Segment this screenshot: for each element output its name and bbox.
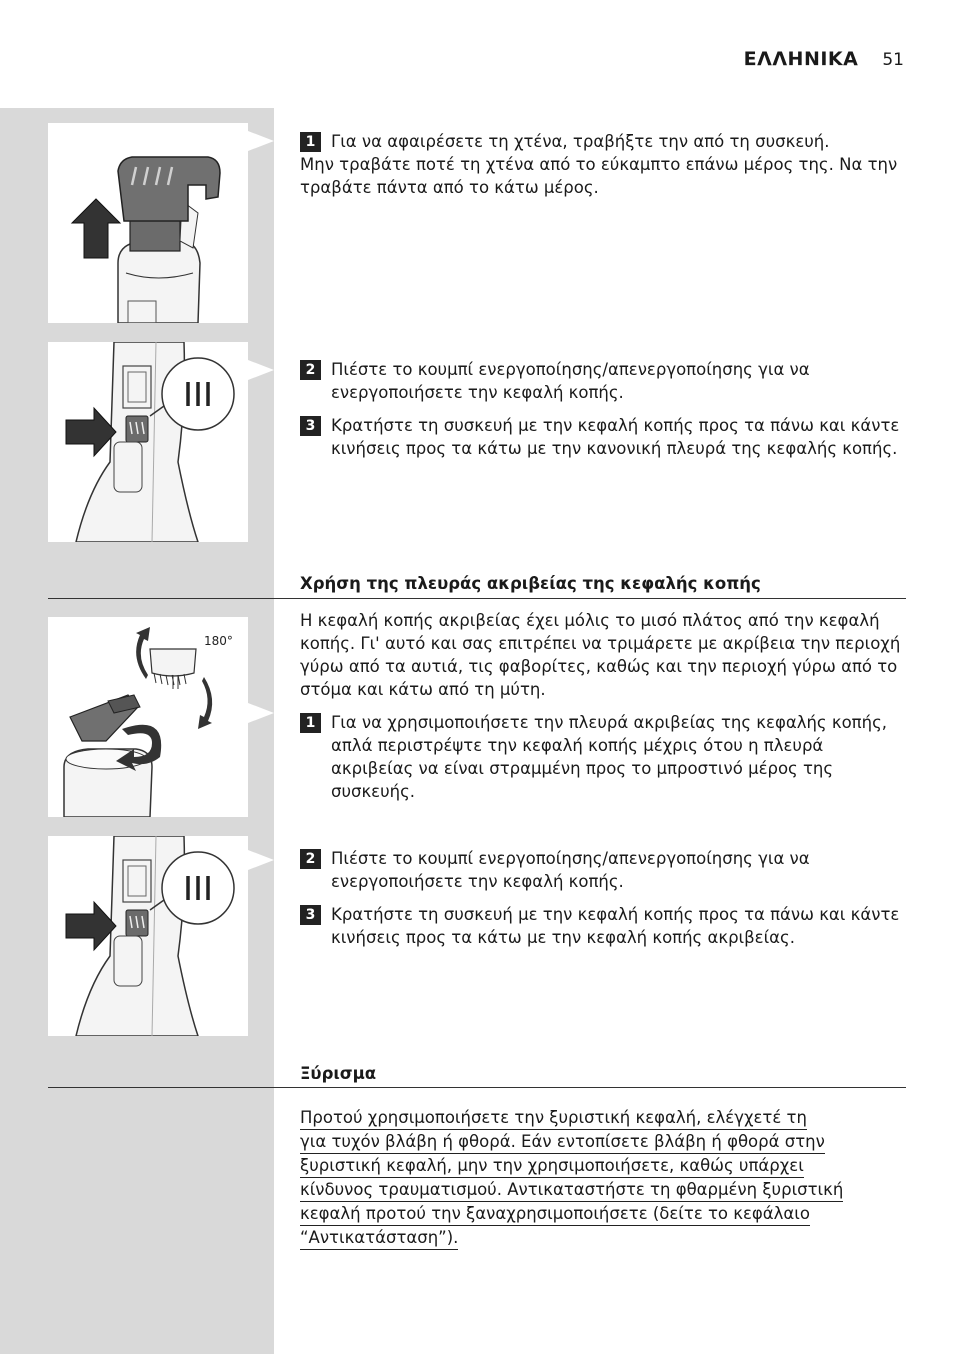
page-number: 51 (882, 50, 904, 70)
step-number: 1 (300, 132, 321, 152)
section-rule (48, 1087, 906, 1088)
rotation-label: 180° (204, 634, 233, 648)
language-title: ΕΛΛΗΝΙΚΑ (743, 48, 859, 70)
figure-pointer (248, 360, 274, 380)
section-title-precision: Χρήση της πλευράς ακριβείας της κεφαλής κοπής (300, 574, 761, 593)
section-rule (48, 598, 906, 599)
step-number: 1 (300, 713, 321, 733)
step-2 (300, 358, 908, 404)
step-3 (300, 903, 908, 949)
step-text: Κρατήστε τη συσκευή με την κεφαλή κοπής προς τα πάνω και κάντε κινήσεις προς τα κάτω με την κεφαλή κοπής ακριβείας. (331, 905, 900, 947)
block-normal-trimming (300, 358, 908, 460)
figure-remove-comb (48, 123, 248, 323)
step-number: 2 (300, 849, 321, 869)
figure-pointer (248, 703, 274, 723)
figure-pointer (248, 850, 274, 870)
step-3 (300, 414, 908, 460)
step-1 (300, 711, 908, 803)
step-text: Για να χρησιμοποιήσετε την πλευρά ακριβείας της κεφαλής κοπής, απλά περιστρέψτε την κεφαλή κοπής μέχρις ότου η πλευρά ακριβείας να είναι στραμμένη προς το μπροστινό μέρος της συσκευής. (331, 713, 887, 801)
warning-line: Προτού χρησιμοποιήσετε την ξυριστική κεφαλή, ελέγχετέ τη (300, 1107, 807, 1130)
warning-line: ξυριστική κεφαλή, μην την χρησιμοποιήσετε, καθώς υπάρχει (300, 1155, 804, 1178)
figure-rotate-head (48, 617, 248, 817)
note-text: Μην τραβάτε ποτέ τη χτένα από το εύκαμπτο επάνω μέρος της. Να την τραβάτε πάντα από το κάτω μέρος. (300, 155, 898, 197)
warning-line: για τυχόν βλάβη ή φθορά. Εάν εντοπίσετε βλάβη ή φθορά στην (300, 1131, 825, 1154)
shaving-warning (300, 1107, 920, 1251)
step-1 (300, 130, 908, 153)
step-text: Για να αφαιρέσετε τη χτένα, τραβήξτε την από τη συσκευή. (331, 132, 830, 151)
step-text: Πιέστε το κουμπί ενεργοποίησης/απενεργοποίησης για να ενεργοποιήσετε την κεφαλή κοπής. (331, 849, 810, 891)
section-title-shaving: Ξύρισμα (300, 1064, 377, 1083)
step-number: 2 (300, 360, 321, 380)
block-precision-intro (300, 609, 908, 803)
step-2 (300, 847, 908, 893)
page-header (744, 48, 904, 70)
warning-line: κεφαλή προτού την ξαναχρησιμοποιήσετε (δείτε το κεφάλαιο (300, 1203, 810, 1226)
step-number: 3 (300, 416, 321, 436)
figure-press-button (48, 342, 248, 542)
step-text: Πιέστε το κουμπί ενεργοποίησης/απενεργοποίησης για να ενεργοποιήσετε την κεφαλή κοπής. (331, 360, 810, 402)
step-number: 3 (300, 905, 321, 925)
step-text: Κρατήστε τη συσκευή με την κεφαλή κοπής προς τα πάνω και κάντε κινήσεις προς τα κάτω με την κανονική πλευρά της κεφαλής κοπής. (331, 416, 900, 458)
intro-paragraph: Η κεφαλή κοπής ακριβείας έχει μόλις το μισό πλάτος από την κεφαλή κοπής. Γι' αυτό και σας επιτρέπει να τριμάρετε με ακρίβεια την περιοχή γύρω από τα αυτιά, τις φαβορίτες, καθώς και την περιοχή γύρω από το στόμα και κάτω από τη μύτη. (300, 611, 901, 699)
warning-line: “Αντικατάσταση”). (300, 1227, 458, 1250)
block-precision-trimming (300, 847, 908, 949)
block-remove-comb (300, 130, 908, 199)
figure-press-button-precision (48, 836, 248, 1036)
figure-pointer (248, 131, 274, 151)
warning-line: κίνδυνος τραυματισμού. Αντικαταστήστε τη φθαρμένη ξυριστική (300, 1179, 843, 1202)
